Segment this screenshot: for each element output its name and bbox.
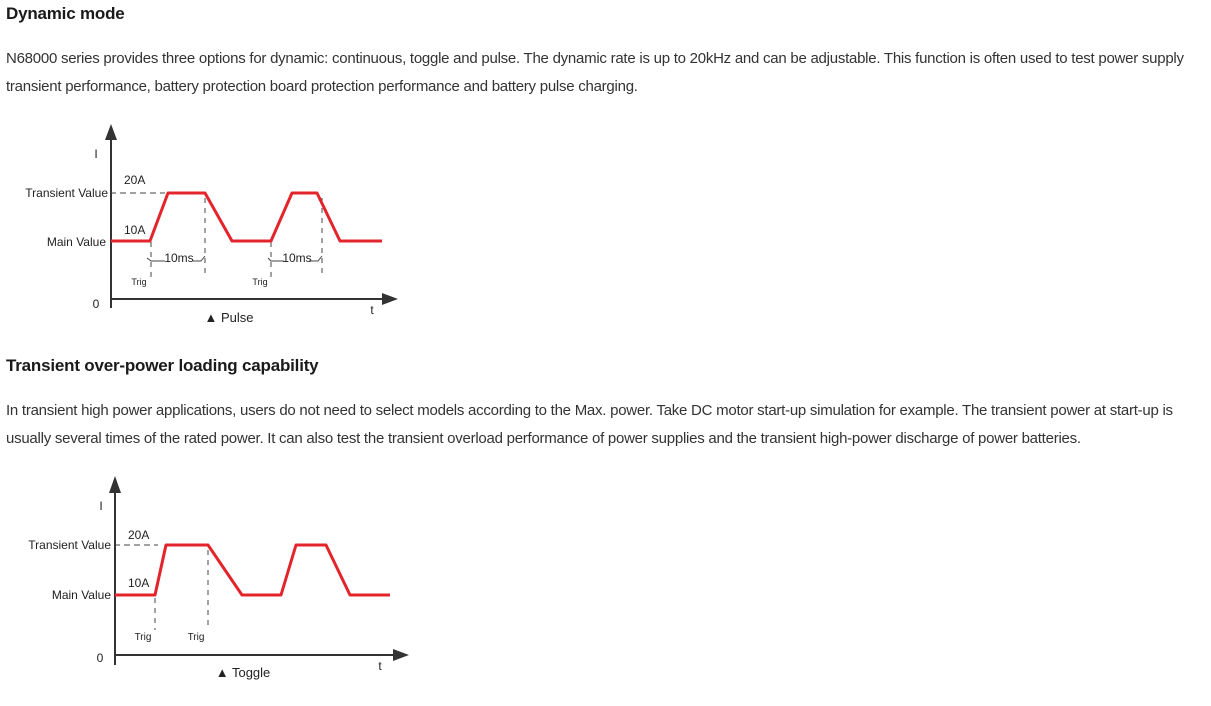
low-value-label: 10A bbox=[128, 576, 150, 590]
pulse-waveform bbox=[111, 193, 382, 241]
origin-label: 0 bbox=[96, 651, 104, 665]
origin-label: 0 bbox=[92, 297, 100, 311]
trig-label-2: Trig bbox=[187, 632, 205, 643]
low-value-label: 10A bbox=[124, 223, 146, 237]
y-axis-label: I bbox=[94, 147, 98, 161]
high-value-label: 20A bbox=[128, 528, 150, 542]
duration-label-2: 10ms bbox=[282, 251, 312, 265]
toggle-waveform bbox=[115, 545, 390, 595]
transient-value-label: Transient Value bbox=[25, 186, 108, 200]
y-axis-label: I bbox=[99, 499, 103, 513]
x-axis-arrow bbox=[393, 649, 409, 661]
main-value-label: Main Value bbox=[51, 588, 111, 602]
trig-label-1: Trig bbox=[134, 632, 152, 643]
x-axis-arrow bbox=[382, 293, 398, 305]
toggle-diagram bbox=[0, 470, 420, 695]
trig-label-1: Trig bbox=[131, 277, 147, 287]
axes bbox=[115, 488, 398, 665]
dynamic-mode-paragraph: N68000 series provides three options for dynamic: continuous, toggle and pulse. The dynamic rate is up to 20kHz and can be adjustable. This function is often used to test power supply transient performance, battery protection board protection performance and battery pulse charging. bbox=[6, 50, 1184, 95]
y-axis-arrow bbox=[109, 476, 121, 493]
main-value-label: Main Value bbox=[46, 235, 106, 249]
pulse-diagram bbox=[0, 118, 410, 338]
trig-label-2: Trig bbox=[252, 277, 268, 287]
x-axis-label: t bbox=[378, 659, 382, 673]
y-axis-arrow bbox=[105, 124, 117, 140]
toggle-caption: ▲ Toggle bbox=[215, 665, 271, 680]
transient-over-power-paragraph: In transient high power applications, users do not need to select models according to the Max. power. Take DC motor start-up simulation for example. The transient power at start-up is usually several times of the rated power. It can also test the transient overload performance of power supplies and the transient high-power discharge of power batteries. bbox=[6, 402, 1173, 447]
axes bbox=[111, 134, 388, 308]
duration-label-1: 10ms bbox=[164, 251, 194, 265]
transient-value-label: Transient Value bbox=[28, 538, 111, 552]
x-axis-label: t bbox=[370, 303, 374, 317]
high-value-label: 20A bbox=[124, 173, 146, 187]
pulse-caption: ▲ Pulse bbox=[204, 310, 254, 325]
section-heading-dynamic-mode: Dynamic mode bbox=[6, 4, 125, 23]
section-heading-transient-over-power: Transient over-power loading capability bbox=[6, 356, 319, 375]
